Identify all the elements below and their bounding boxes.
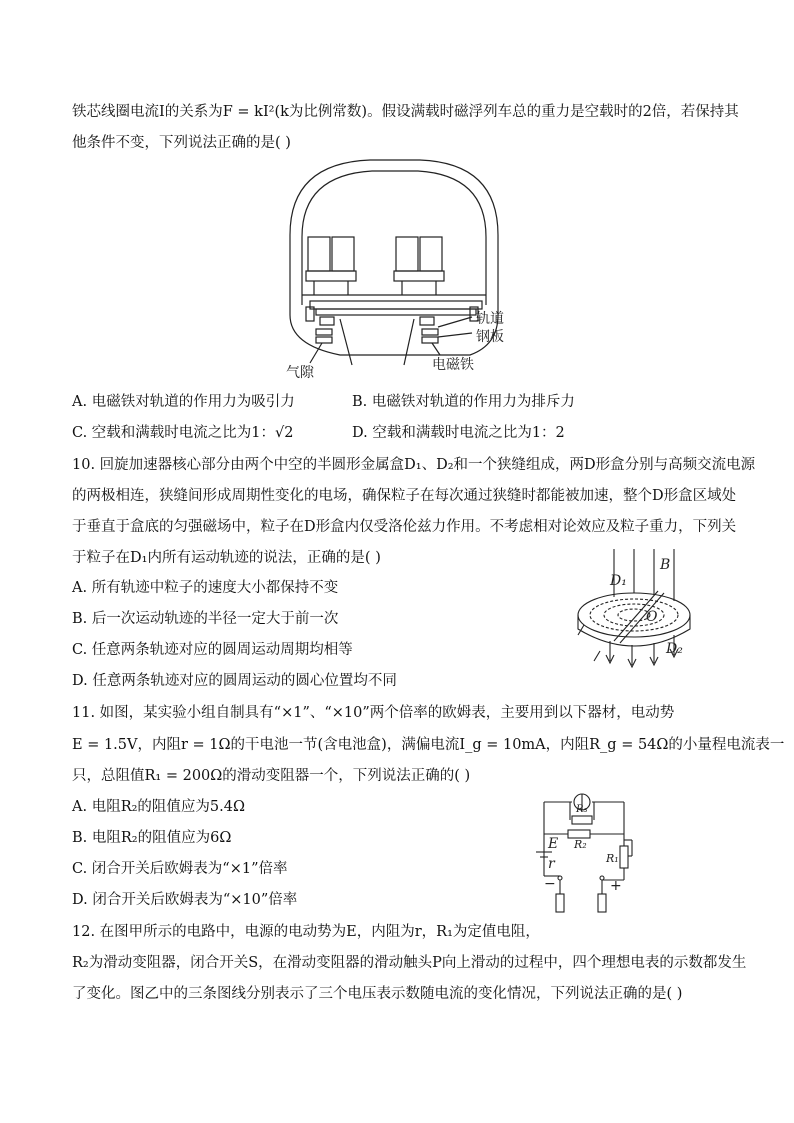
label-air-gap: 气隙 (286, 365, 314, 381)
q10-option-d[interactable]: D. 任意两条轨迹对应的圆周运动的圆心位置均不同 (72, 673, 397, 689)
q9-option-d[interactable]: D. 空载和满载时电流之比为1：2 (352, 425, 565, 441)
q10-option-b[interactable]: B. 后一次运动轨迹的半径一定大于前一次 (72, 611, 339, 627)
label-plus: + (610, 878, 622, 894)
q10-option-c[interactable]: C. 任意两条轨迹对应的圆周运动周期均相等 (72, 642, 353, 658)
label-o-center: O (646, 609, 658, 625)
label-track: 轨道 (476, 311, 504, 327)
q10-option-a[interactable]: A. 所有轨迹中粒子的速度大小都保持不变 (72, 580, 339, 596)
cyclotron-figure (570, 545, 700, 670)
q9-stem-line-2: 他条件不变，下列说法正确的是( ) (72, 135, 291, 151)
label-emf: E (548, 836, 559, 852)
label-d2: D₂ (666, 641, 683, 657)
q9-stem-line-1: 铁芯线圈电流I的关系为F = kI²(k为比例常数)。假设满载时磁浮列车总的重力是空载时的2倍，若保持其 (72, 104, 739, 120)
q11-option-c[interactable]: C. 闭合开关后欧姆表为“×1”倍率 (72, 861, 288, 877)
q9-option-a[interactable]: A. 电磁铁对轨道的作用力为吸引力 (72, 394, 295, 410)
q11-option-a[interactable]: A. 电阻R₂的阻值应为5.4Ω (72, 799, 246, 815)
q9-option-c[interactable]: C. 空载和满载时电流之比为1：√2 (72, 425, 294, 441)
q10-stem-line-3: 于垂直于盒底的匀强磁场中，粒子在D形盒内仅受洛伦兹力作用。不考虑相对论效应及粒子重力，下列关 (72, 519, 737, 535)
label-steel-plate: 钢板 (476, 329, 504, 345)
label-minus: − (544, 876, 556, 892)
q11-stem-line-3: 只，总阻值R₁ = 200Ω的滑动变阻器一个，下列说法正确的( ) (72, 768, 471, 784)
q12-stem-line-2: R₂为滑动变阻器，闭合开关S，在滑动变阻器的滑动触头P向上滑动的过程中，四个理想电表的示数都发生 (72, 955, 747, 971)
maglev-train-figure (280, 155, 520, 385)
label-d1: D₁ (610, 573, 627, 589)
label-b-field: B (660, 557, 671, 573)
q12-stem-line-1: 12. 在图甲所示的电路中，电源的电动势为E，内阻为r，R₁为定值电阻， (72, 924, 540, 940)
label-electromagnet: 电磁铁 (432, 357, 474, 373)
label-r1: R₁ (606, 852, 619, 865)
q10-stem-line-4: 于粒子在D₁内所有运动轨迹的说法，正确的是( ) (72, 550, 381, 566)
q9-option-b[interactable]: B. 电磁铁对轨道的作用力为排斥力 (352, 394, 575, 410)
ohmmeter-circuit-figure (530, 790, 650, 920)
q11-stem-line-2: E = 1.5V，内阻r = 1Ω的干电池一节(含电池盒)，满偏电流I_g = 10mA，内阻R_g = 54Ω的小量程电流表一 (72, 737, 785, 753)
q11-option-b[interactable]: B. 电阻R₂的阻值应为6Ω (72, 830, 232, 846)
q12-stem-line-3: 了变化。图乙中的三条图线分别表示了三个电压表示数随电流的变化情况，下列说法正确的是( ) (72, 986, 683, 1002)
q10-stem-line-2: 的两极相连，狭缝间形成周期性变化的电场，确保粒子在每次通过狭缝时都能被加速，整个D形盒区域处 (72, 488, 737, 504)
label-r2: R₂ (574, 838, 587, 851)
label-internal-r: r (548, 856, 555, 872)
q10-stem-line-1: 10. 回旋加速器核心部分由两个中空的半圆形金属盒D₁、D₂和一个狭缝组成，两D形盒分别与高频交流电源 (72, 457, 756, 473)
q11-stem-line-1: 11. 如图，某实验小组自制具有“×1”、“×10”两个倍率的欧姆表，主要用到以下器材，电动势 (72, 705, 675, 721)
label-r3: R₃ (576, 804, 588, 815)
q11-option-d[interactable]: D. 闭合开关后欧姆表为“×10”倍率 (72, 892, 298, 908)
